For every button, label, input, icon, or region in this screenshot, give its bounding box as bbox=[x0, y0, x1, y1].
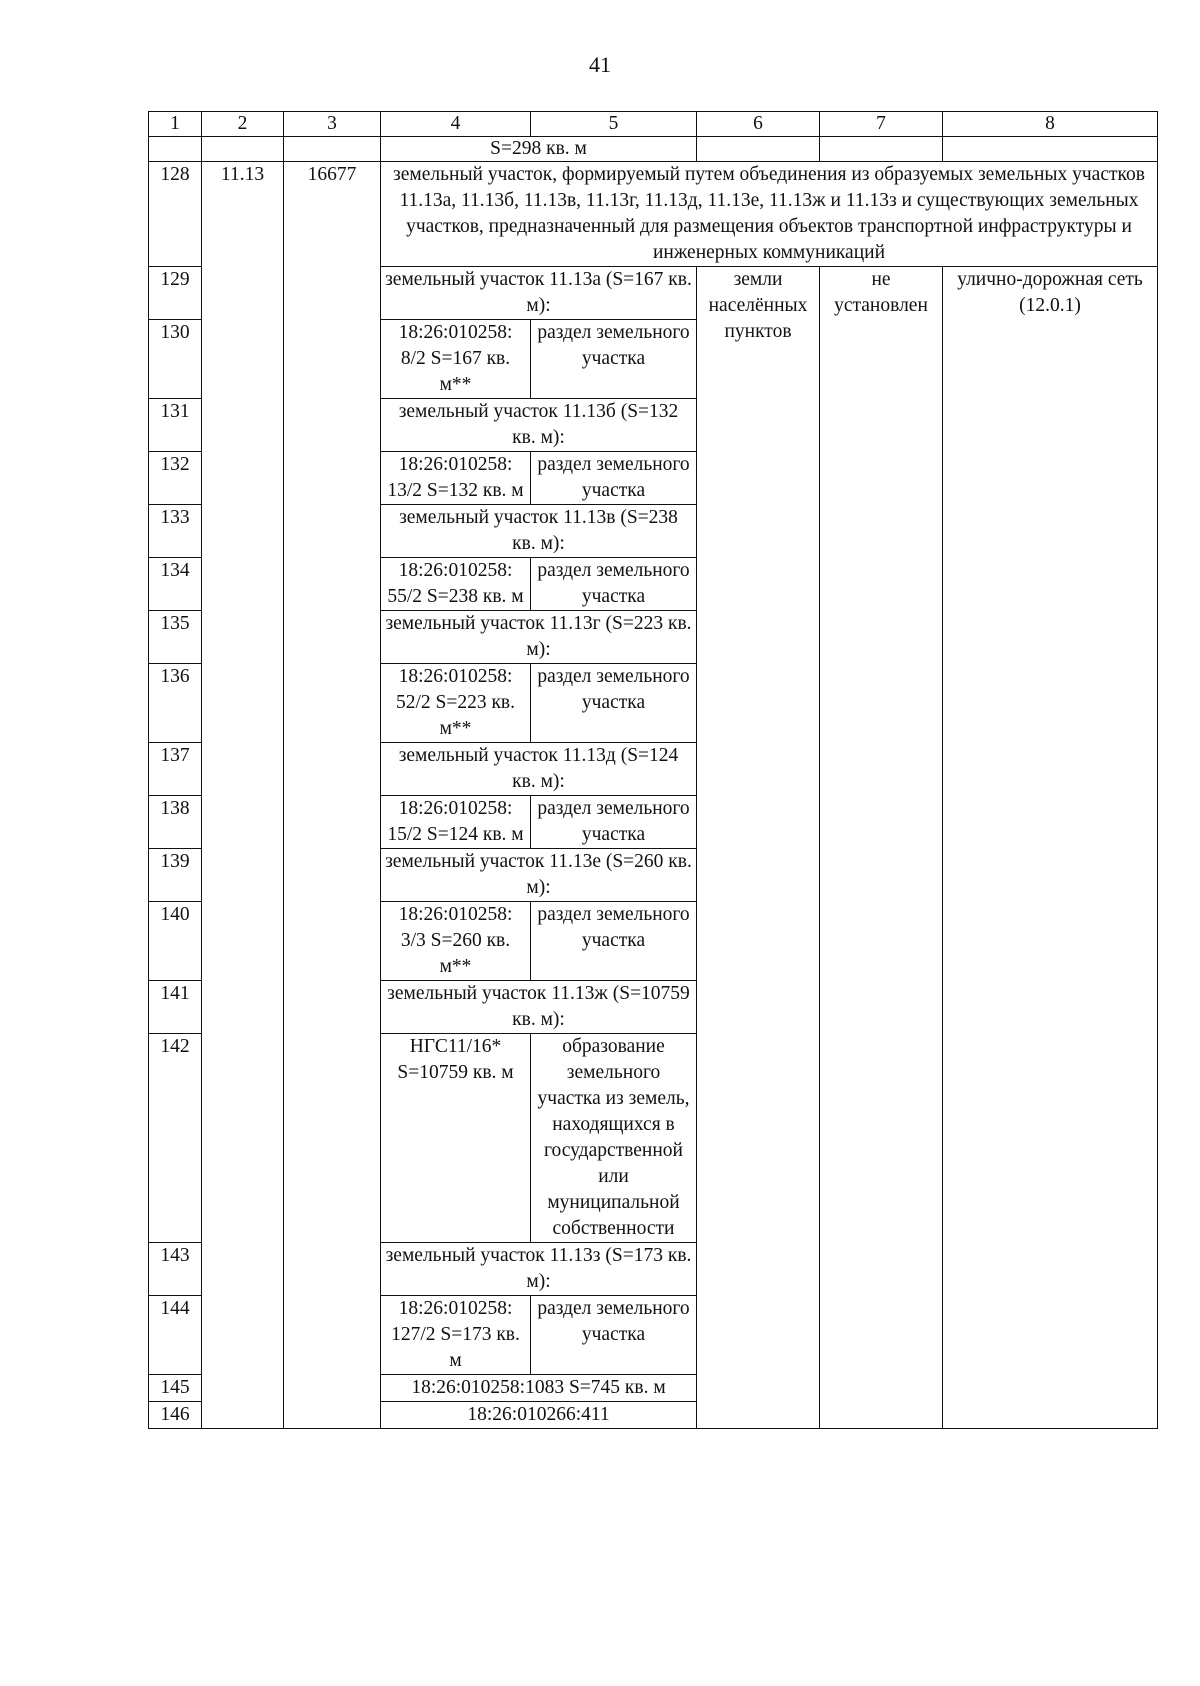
row-number: 142 bbox=[149, 1034, 202, 1243]
parcel-cell: 18:26:010266:411 bbox=[381, 1402, 697, 1429]
row-number: 141 bbox=[149, 981, 202, 1034]
row-number: 136 bbox=[149, 664, 202, 743]
parcel-cell: земельный участок 11.13в (S=238 кв. м): bbox=[381, 505, 697, 558]
operation-cell: раздел земельного участка bbox=[531, 796, 697, 849]
restriction-status: не установлен bbox=[820, 267, 943, 1429]
parcel-cell: земельный участок 11.13д (S=124 кв. м): bbox=[381, 743, 697, 796]
parcel-cell: земельный участок 11.13б (S=132 кв. м): bbox=[381, 399, 697, 452]
cadastral-cell: 18:26:010258: 13/2 S=132 кв. м bbox=[381, 452, 531, 505]
cadastral-cell: НГС11/16* S=10759 кв. м bbox=[381, 1034, 531, 1243]
row-number: 144 bbox=[149, 1296, 202, 1375]
total-area: 16677 bbox=[284, 162, 381, 1429]
row-number: 135 bbox=[149, 611, 202, 664]
parcel-cell: земельный участок 11.13г (S=223 кв. м): bbox=[381, 611, 697, 664]
operation-cell: раздел земельного участка bbox=[531, 452, 697, 505]
header-cell-6: 6 bbox=[697, 112, 820, 137]
operation-cell: раздел земельного участка bbox=[531, 902, 697, 981]
row-number: 146 bbox=[149, 1402, 202, 1429]
row-number: 139 bbox=[149, 849, 202, 902]
operation-cell: раздел земельного участка bbox=[531, 664, 697, 743]
header-cell-5: 5 bbox=[531, 112, 697, 137]
cadastral-cell: 18:26:010258: 8/2 S=167 кв. м** bbox=[381, 320, 531, 399]
operation-cell: образование земельного участка из земель, находящихся в государственной или муниципальной собственности bbox=[531, 1034, 697, 1243]
row-number: 134 bbox=[149, 558, 202, 611]
row-number: 128 bbox=[149, 162, 202, 267]
cadastral-cell: 18:26:010258: 55/2 S=238 кв. м bbox=[381, 558, 531, 611]
row-number: 137 bbox=[149, 743, 202, 796]
plot-description: земельный участок, формируемый путем объединения из образуемых земельных участков 11.13а, 11.13б, 11.13в, 11.13г, 11.13д, 11.13е, 11.13ж и 11.13з и существующих земельных участков, предназначенный для размещения объектов транспортной инфраструктуры и инженерных коммуникаций bbox=[381, 162, 1158, 267]
header-cell-2: 2 bbox=[202, 112, 284, 137]
table-row-128 bbox=[149, 162, 1158, 267]
cadastral-cell: 18:26:010258: 3/3 S=260 кв. м** bbox=[381, 902, 531, 981]
row-number: 132 bbox=[149, 452, 202, 505]
header-cell-1: 1 bbox=[149, 112, 202, 137]
operation-cell: раздел земельного участка bbox=[531, 1296, 697, 1375]
page-number: 41 bbox=[589, 52, 611, 77]
row-number: 143 bbox=[149, 1243, 202, 1296]
parcel-cell: земельный участок 11.13ж (S=10759 кв. м): bbox=[381, 981, 697, 1034]
continuation-row bbox=[149, 137, 1158, 162]
row-number: 140 bbox=[149, 902, 202, 981]
header-row bbox=[149, 112, 1158, 137]
cadastral-cell: 18:26:010258: 15/2 S=124 кв. м bbox=[381, 796, 531, 849]
header-cell-4: 4 bbox=[381, 112, 531, 137]
cadastral-cell: 18:26:010258: 127/2 S=173 кв. м bbox=[381, 1296, 531, 1375]
cadastral-cell: 18:26:010258: 52/2 S=223 кв. м** bbox=[381, 664, 531, 743]
row-number: 129 bbox=[149, 267, 202, 320]
header-cell-7: 7 bbox=[820, 112, 943, 137]
zone-code: 11.13 bbox=[202, 162, 284, 1429]
parcel-cell: земельный участок 11.13е (S=260 кв. м): bbox=[381, 849, 697, 902]
header-cell-3: 3 bbox=[284, 112, 381, 137]
permitted-use: улично-дорожная сеть (12.0.1) bbox=[943, 267, 1158, 1429]
row-number: 145 bbox=[149, 1375, 202, 1402]
header-cell-8: 8 bbox=[943, 112, 1158, 137]
row-number: 133 bbox=[149, 505, 202, 558]
parcel-cell: 18:26:010258:1083 S=745 кв. м bbox=[381, 1375, 697, 1402]
row-number: 138 bbox=[149, 796, 202, 849]
parcel-cell: земельный участок 11.13з (S=173 кв. м): bbox=[381, 1243, 697, 1296]
operation-cell: раздел земельного участка bbox=[531, 558, 697, 611]
operation-cell: раздел земельного участка bbox=[531, 320, 697, 399]
land-plots-table bbox=[148, 111, 1158, 1429]
row-number: 131 bbox=[149, 399, 202, 452]
parcel-cell: земельный участок 11.13а (S=167 кв. м): bbox=[381, 267, 697, 320]
row-number: 130 bbox=[149, 320, 202, 399]
land-category: земли населённых пунктов bbox=[697, 267, 820, 1429]
continuation-area: S=298 кв. м bbox=[381, 137, 697, 162]
